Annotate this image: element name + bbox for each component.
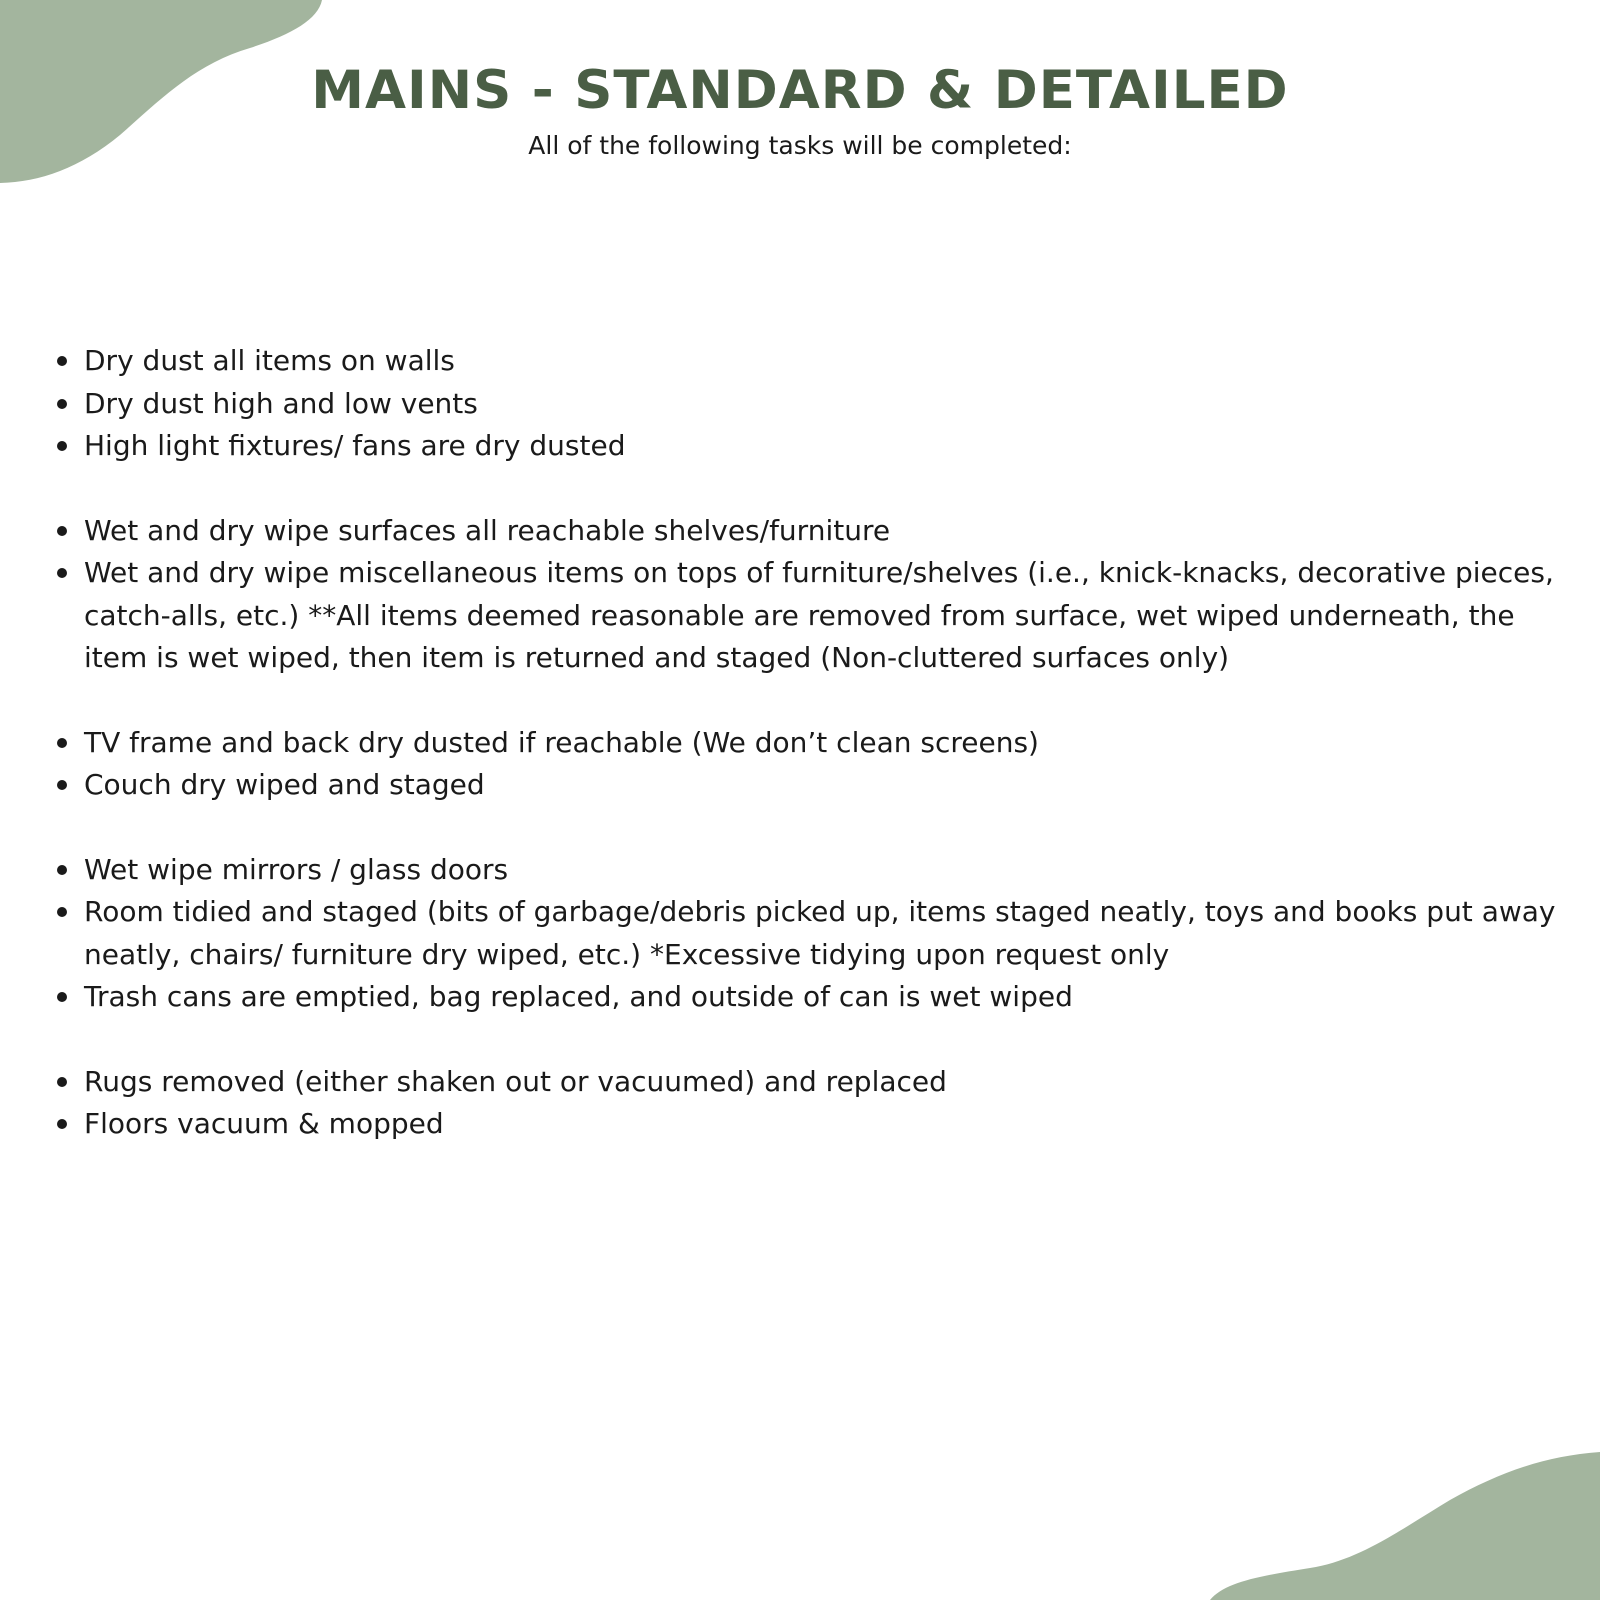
bullet-icon [57, 907, 67, 917]
task-item [55, 891, 1565, 976]
task-item [55, 425, 1565, 468]
task-item [55, 1061, 1565, 1104]
task-item [55, 722, 1565, 765]
task-item-text: Dry dust high and low vents [84, 386, 478, 420]
decorative-blob-bottom-right [1200, 1440, 1600, 1600]
bullet-icon [57, 356, 67, 366]
task-item [55, 383, 1565, 426]
task-list [55, 340, 1565, 1188]
task-item [55, 849, 1565, 892]
bullet-icon [57, 526, 67, 536]
header [0, 58, 1600, 162]
task-item-text: Dry dust all items on walls [84, 344, 455, 377]
task-item-text: Trash cans are emptied, bag replaced, and outside of can is wet wiped [84, 980, 1073, 1013]
task-group [55, 1061, 1565, 1146]
task-group [55, 849, 1565, 1019]
task-item [55, 1103, 1565, 1146]
bullet-icon [57, 441, 67, 451]
bullet-icon [57, 738, 67, 748]
blob-shape [1210, 1452, 1600, 1600]
bullet-icon [57, 1119, 67, 1129]
task-group [55, 510, 1565, 680]
bullet-icon [57, 399, 67, 409]
task-item-text: High light fixtures/ fans are dry dusted [84, 429, 626, 462]
task-item-text: Wet and dry wipe miscellaneous items on tops of furniture/shelves (i.e., knick-knacks, decorative pieces, catch-alls, etc.) **All items deemed reasonable are removed from surface, wet wiped underneath, the item is wet wiped, then item is returned and staged (Non-cluttered surfaces only) [84, 556, 1554, 674]
task-item [55, 764, 1565, 807]
bullet-icon [57, 780, 67, 790]
task-item-text: TV frame and back dry dusted if reachable (We don’t clean screens) [84, 725, 1039, 759]
task-item-text: Floors vacuum & mopped [84, 1107, 444, 1140]
task-group [55, 340, 1565, 468]
bullet-icon [57, 992, 67, 1002]
bullet-icon [57, 865, 67, 875]
task-group [55, 722, 1565, 807]
task-item-text: Couch dry wiped and staged [84, 768, 485, 801]
task-item [55, 510, 1565, 553]
bullet-icon [57, 1077, 67, 1087]
task-item-text: Wet wipe mirrors / glass doors [84, 852, 509, 886]
bullet-icon [57, 568, 67, 578]
task-item [55, 552, 1565, 680]
task-item [55, 976, 1565, 1019]
page-title: MAINS - STANDARD & DETAILED [311, 60, 1289, 121]
page-subtitle: All of the following tasks will be completed: [528, 131, 1072, 160]
task-item-text: Rugs removed (either shaken out or vacuumed) and replaced [84, 1064, 947, 1098]
task-item [55, 340, 1565, 383]
task-item-text: Wet and dry wipe surfaces all reachable shelves/furniture [84, 513, 891, 547]
task-item-text: Room tidied and staged (bits of garbage/debris picked up, items staged neatly, toys and books put away neatly, chairs/ furniture dry wiped, etc.) *Excessive tidying upon request only [84, 895, 1556, 971]
